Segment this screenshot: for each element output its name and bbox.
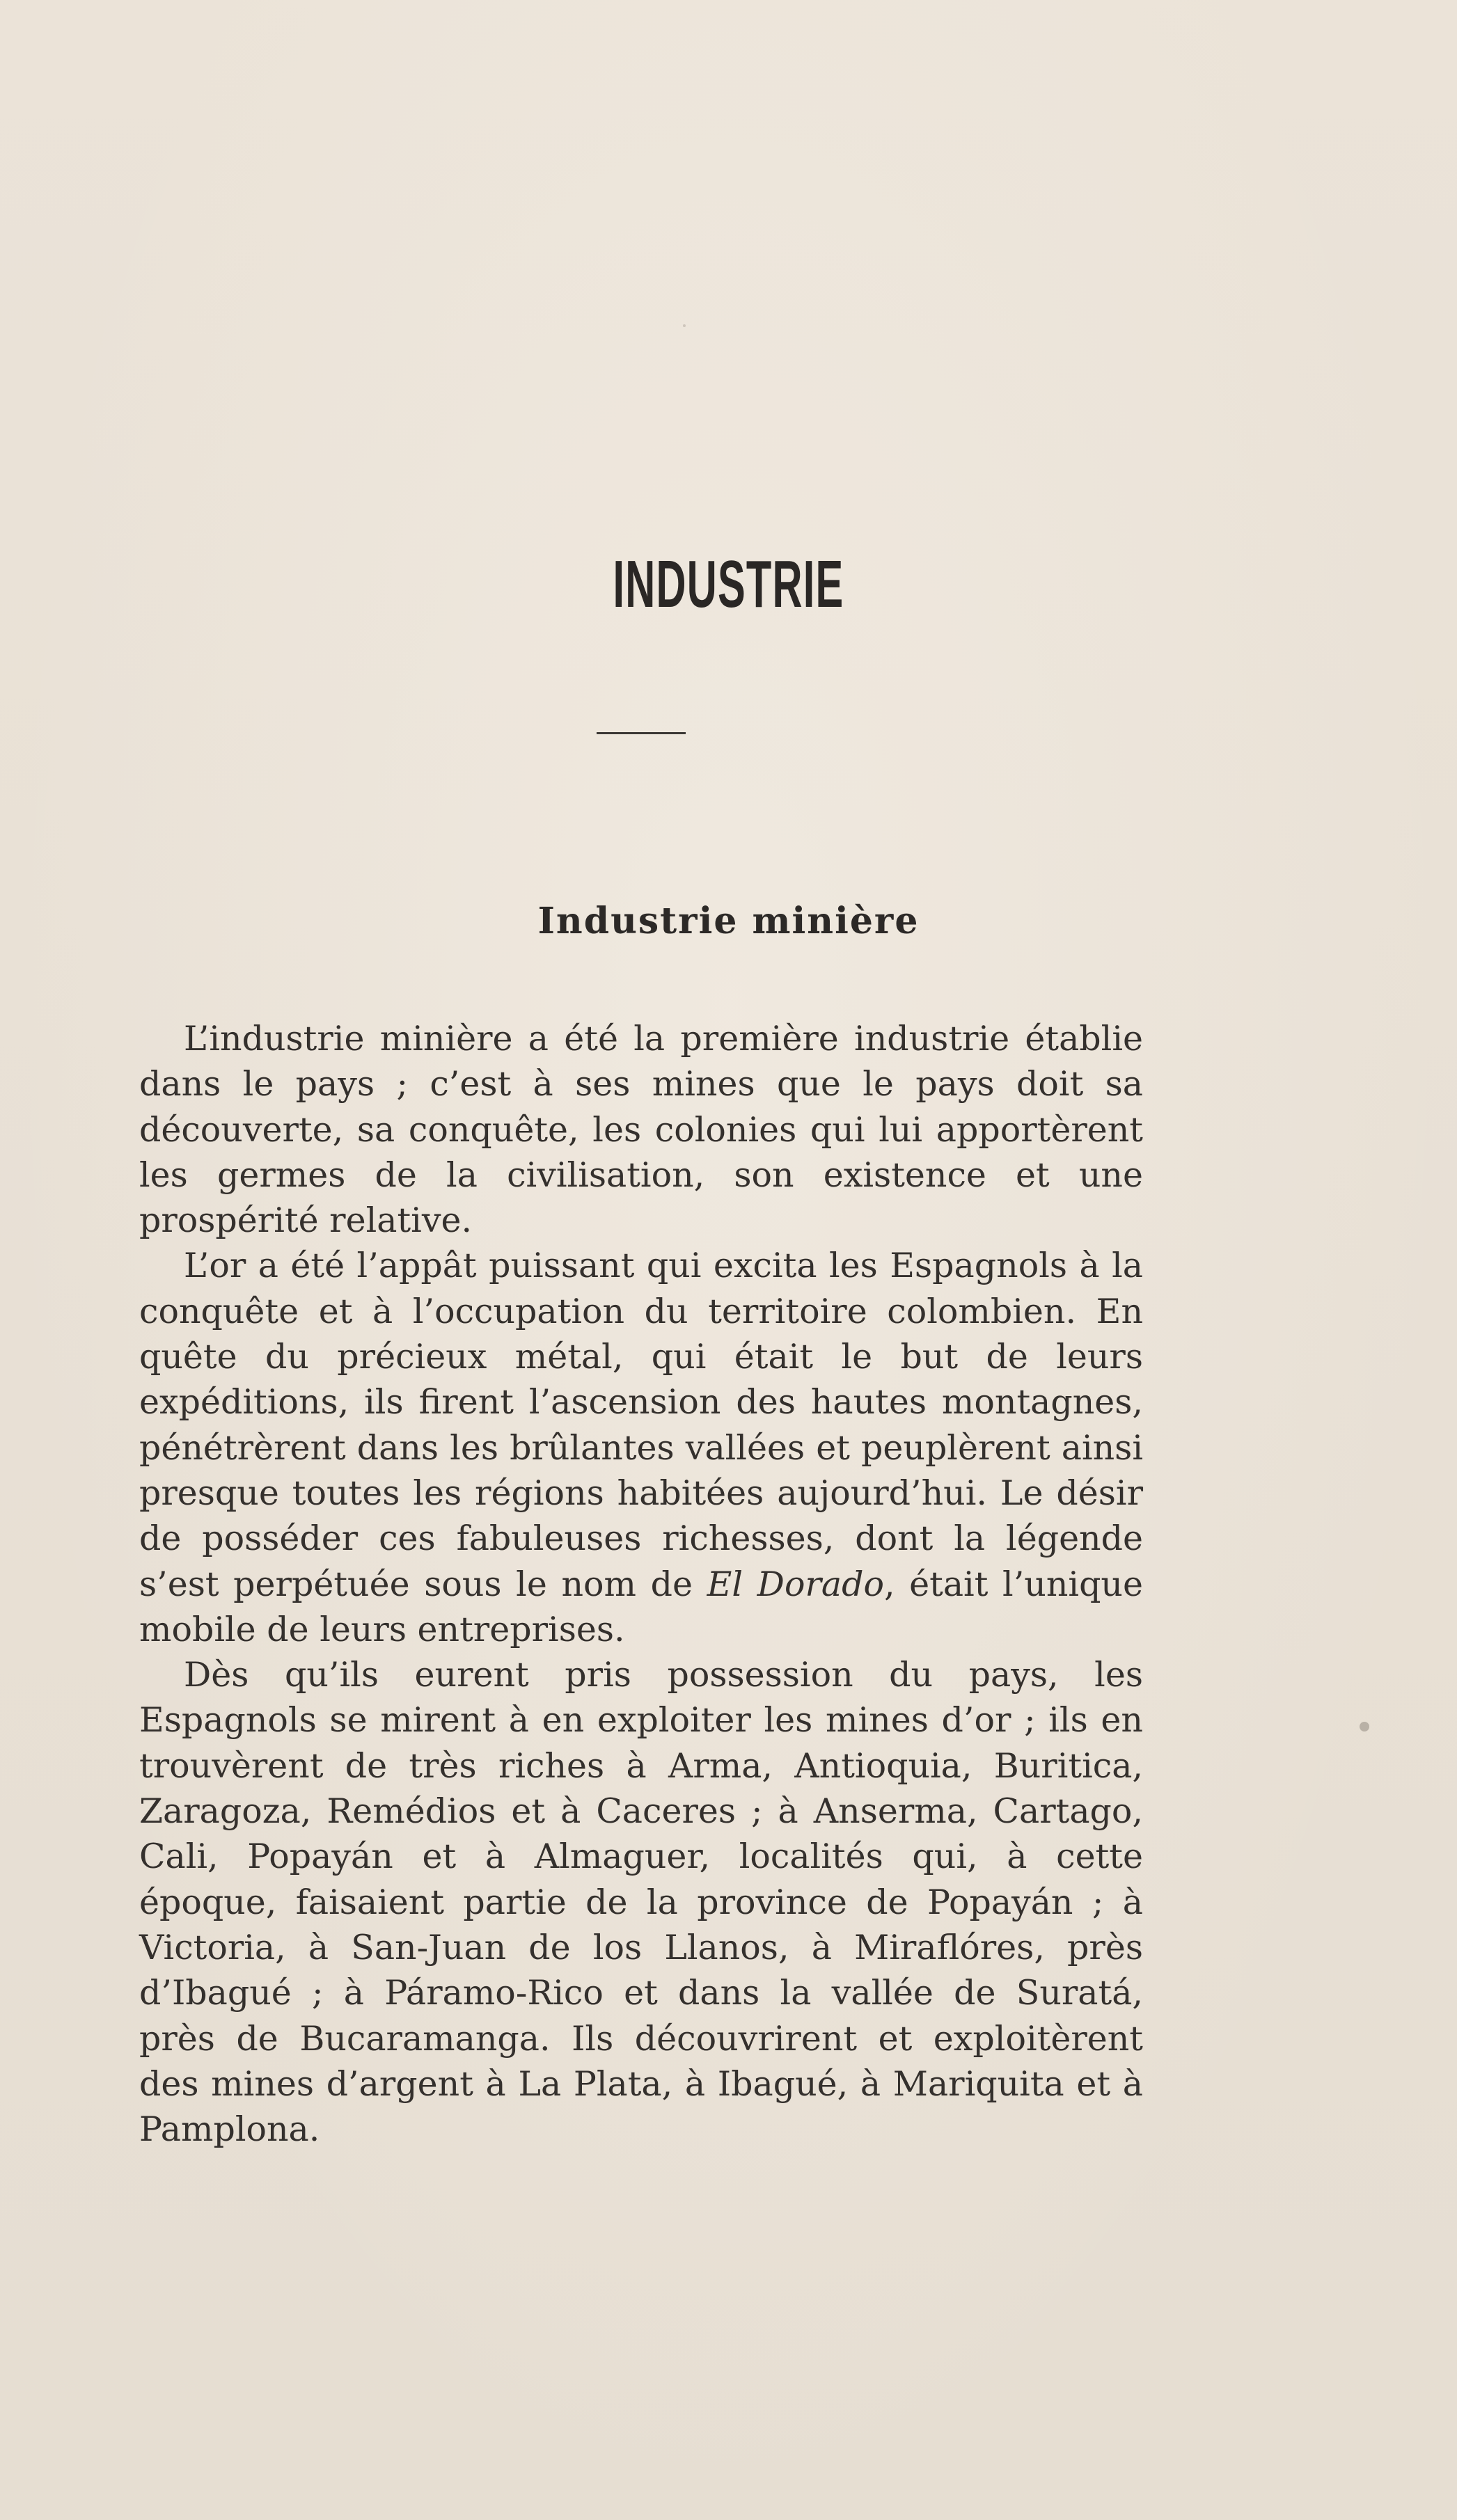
paragraph-2-italic-term: El Dorado [707,1564,884,1604]
section-title: Industrie minière [537,900,920,942]
paper-speck [1360,1722,1369,1731]
chapter-title: INDUSTRIE [613,547,844,621]
paragraph-3: Dès qu’ils eurent pris possession du pays, les Espagnols se mirent à en exploiter les mines d’or ; ils en trouvèrent de très riches à Arma, Antioquia, Buritica, Zaragoza, Remédios et à Caceres ; à Anserma, Cartago, Cali, Popayán et à Almaguer, localités qui, à cette époque, faisaient partie de la province de Popayán ; à Victoria, à San-Juan de los Llanos, à Miraflóres, près d’Ibagué ; à Páramo-Rico et dans la vallée de Suratá, près de Bucaramanga. Ils découvrirent et exploitèrent des mines d’argent à La Plata, à Ibagué, à Mariquita et à Pamplona. [139,1655,1143,2150]
paragraph-2-text-before: L’or a été l’appât puissant qui excita les Espagnols à la conquête et à l’occupation du territoire colombien. En quête du précieux métal, qui était le but de leurs expéditions, ils firent l’ascension des hautes montagnes, pénétrèrent dans les brûlantes vallées et peuplèrent ainsi presque toutes les régions habitées aujourd’hui. Le désir de posséder ces fabuleuses richesses, dont la légende s’est perpétuée sous le nom de [139,1246,1143,1604]
title-divider [597,732,686,734]
paragraph-2 [139,1243,1143,1652]
paragraph-2-text-after: , était l’unique mobile de leurs entreprises. [139,1564,1143,1649]
paragraph-1: L’industrie minière a été la première industrie établie dans le pays ; c’est à ses mines que le pays doit sa découverte, sa conquête, les colonies qui lui apportèrent les germes de la civilisation, son existence et une prospérité relative. [139,1019,1143,1241]
body-text [139,1016,1143,2152]
paper-speck [683,324,686,327]
